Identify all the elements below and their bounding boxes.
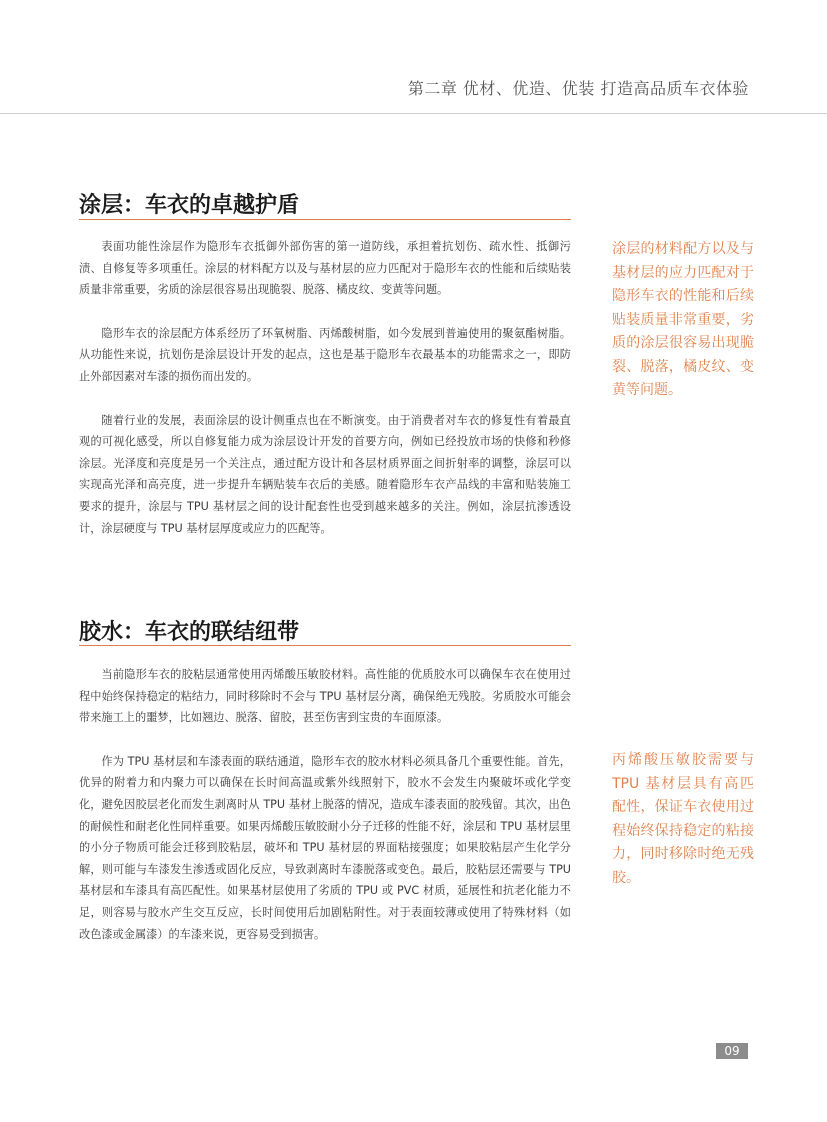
- header-divider: [0, 113, 827, 114]
- section-title-adhesive: 胶水：车衣的联结纽带: [79, 620, 300, 645]
- pull-quote-adhesive: 丙烯酸压敏胶需要与 TPU 基材层具有高匹配性，保证车衣使用过程始终保持稳定的粘接力，同时移除时绝无残胶。: [612, 752, 754, 886]
- section-body-coating: [79, 236, 571, 539]
- section-divider-coating: [79, 219, 571, 220]
- paragraph: 作为 TPU 基材层和车漆表面的联结通道，隐形车衣的胶水材料必须具备几个重要性能。首先，优异的附着力和内聚力可以确保在长时间高温或紫外线照射下，胶水不会发生内聚破坏或化学变化，避免因胶层老化而发生剥离时从 TPU 基材上脱落的情况，造成车漆表面的胶残留。其次，出色的耐候性和耐老化性同样重要。如果丙烯酸压敏胶耐小分子迁移的性能不好，涂层和 TPU 基材层里的小分子物质可能会迁移到胶粘层，破坏和 TPU 基材层的界面粘接强度；如果胶粘层产生化学分解，则可能与车漆发生渗透或固化反应，导致剥离时车漆脱落或变色。最后，胶粘层还需要与 TPU 基材层和车漆具有高匹配性。如果基材层使用了劣质的 TPU 或 PVC 材质，延展性和抗老化能力不足，则容易与胶水产生交互反应，长时间使用后加剧粘附性。对于表面较薄或使用了特殊材料（如改色漆或金属漆）的车漆来说，更容易受到损害。: [79, 754, 571, 941]
- paragraph: 当前隐形车衣的胶粘层通常使用丙烯酸压敏胶材料。高性能的优质胶水可以确保车衣在使用过程中始终保持稳定的粘结力，同时移除时不会与 TPU 基材层分离，确保绝无残胶。劣质胶水可能会带来施工上的噩梦，比如翘边、脱落、留胶，甚至伤害到宝贵的车面原漆。: [79, 668, 571, 725]
- section-title-coating: 涂层：车衣的卓越护盾: [79, 193, 300, 218]
- paragraph: 表面功能性涂层作为隐形车衣抵御外部伤害的第一道防线，承担着抗划伤、疏水性、抵御污渍、自修复等多项重任。涂层的材料配方以及与基材层的应力匹配对于隐形车衣的性能和后续贴装质量非常重要，劣质的涂层很容易出现脆裂、脱落、橘皮纹、变黄等问题。: [79, 240, 571, 297]
- chapter-title: 第二章 优材、优造、优装 打造高品质车衣体验: [407, 79, 749, 98]
- pull-quote-coating: 涂层的材料配方以及与基材层的应力匹配对于隐形车衣的性能和后续贴装质量非常重要，劣质的涂层很容易出现脆裂、脱落，橘皮纹、变黄等问题。: [612, 241, 754, 398]
- section-divider-adhesive: [79, 645, 571, 646]
- page-number: 09: [716, 1043, 748, 1059]
- paragraph: 随着行业的发展，表面涂层的设计侧重点也在不断演变。由于消费者对车衣的修复性有着最直观的可视化感受，所以自修复能力成为涂层设计开发的首要方向，例如已经投放市场的快修和秒修涂层。光泽度和亮度是另一个关注点，通过配方设计和各层材质界面之间折射率的调整，涂层可以实现高光泽和高亮度，进一步提升车辆贴装车衣后的美感。随着隐形车衣产品线的丰富和贴装施工要求的提升，涂层与 TPU 基材层之间的设计配套性也受到越来越多的关注。例如，涂层抗渗透设计，涂层硬度与 TPU 基材层厚度或应力的匹配等。: [79, 413, 571, 535]
- paragraph: 隐形车衣的涂层配方体系经历了环氧树脂、丙烯酸树脂，如今发展到普遍使用的聚氨酯树脂。从功能性来说，抗划伤是涂层设计开发的起点，这也是基于隐形车衣最基本的功能需求之一，即防止外部因素对车漆的损伤而出发的。: [79, 326, 571, 383]
- section-body-adhesive: [79, 664, 571, 945]
